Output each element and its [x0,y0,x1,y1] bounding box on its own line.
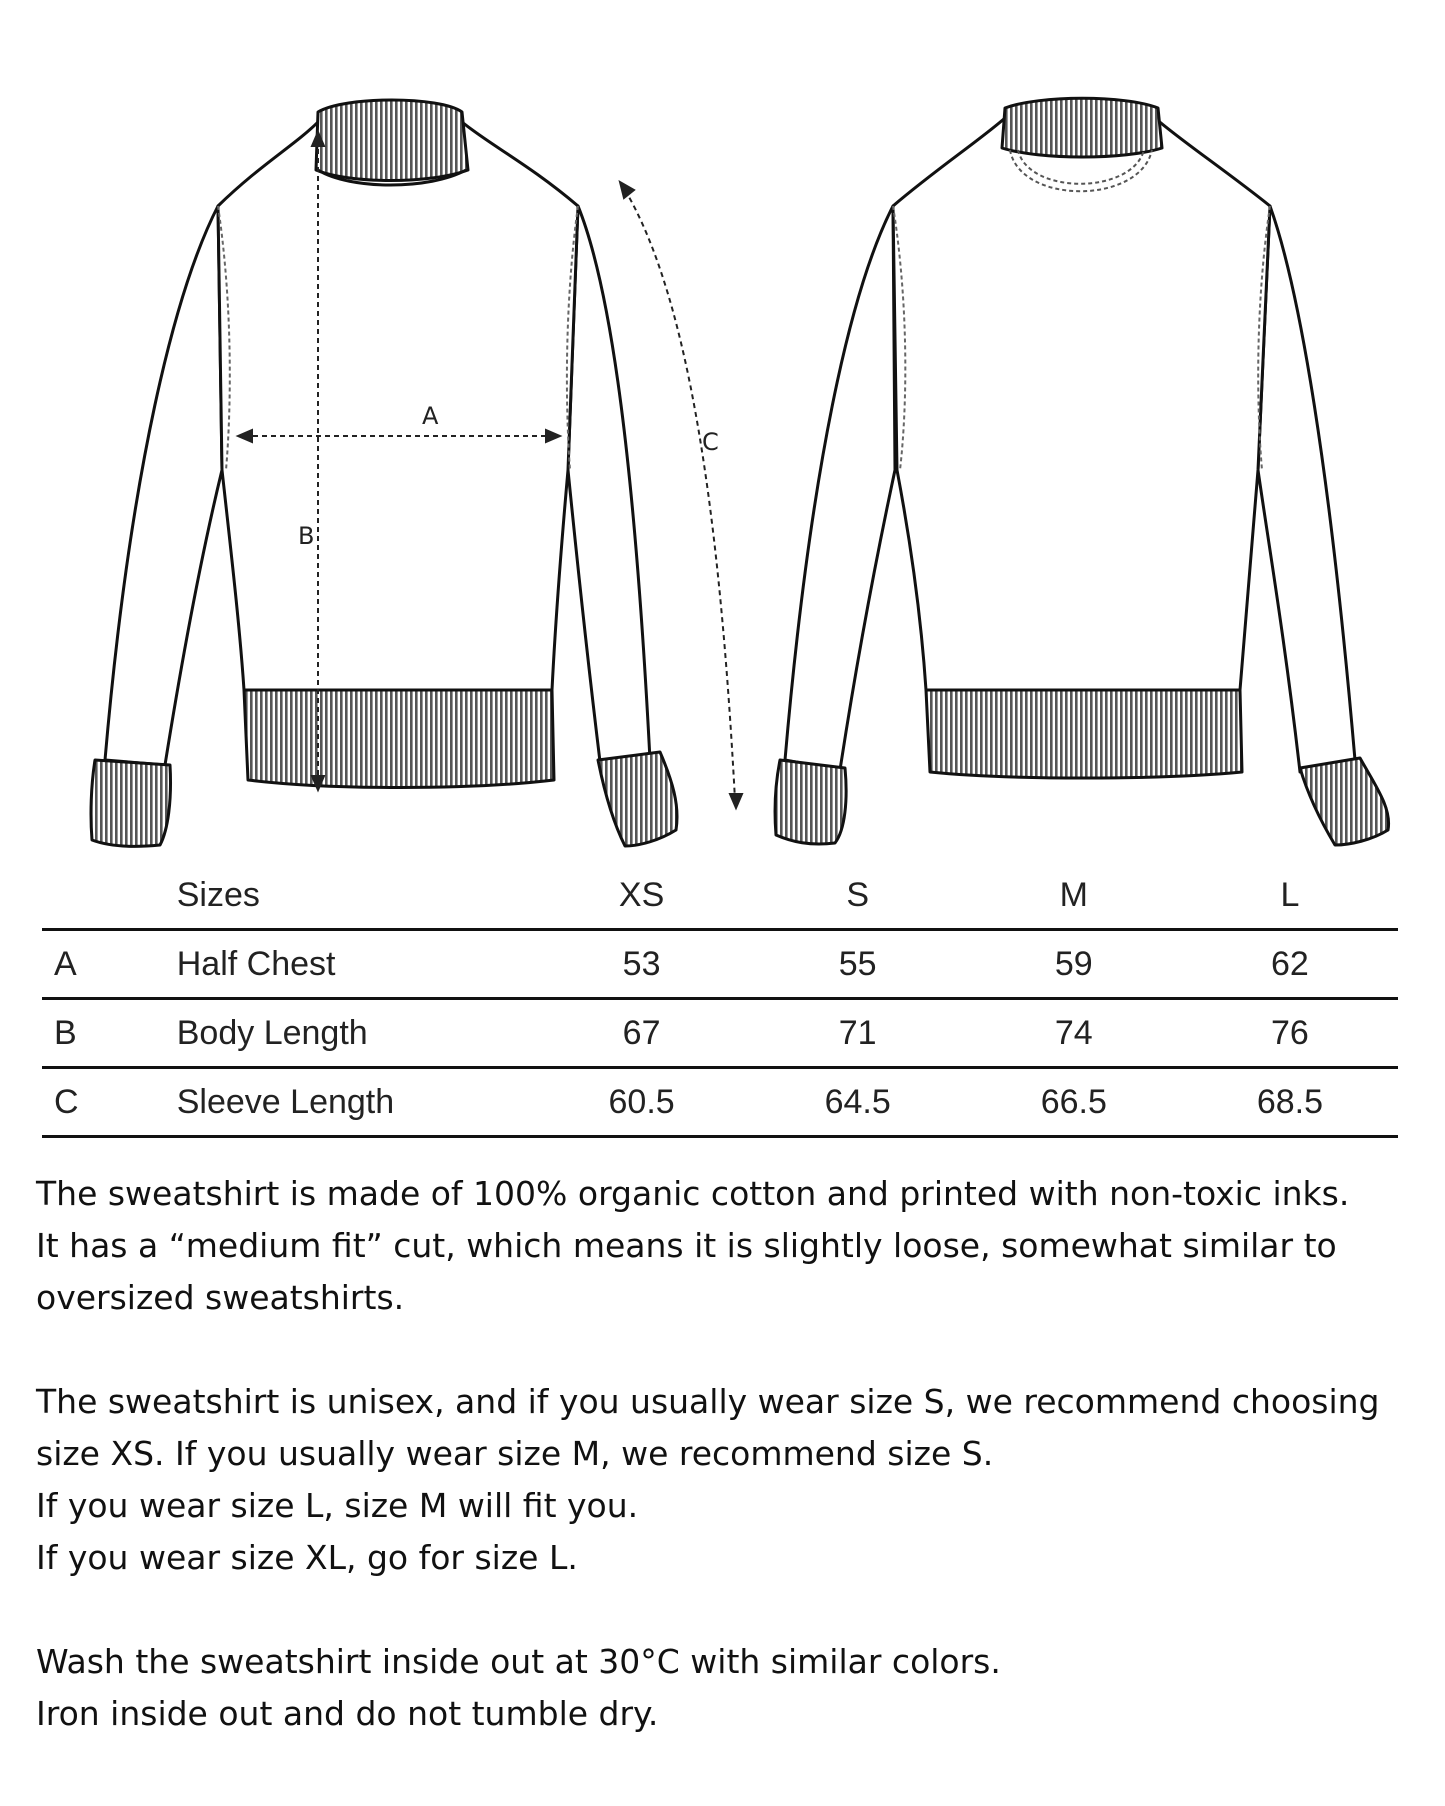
header-size-xs: XS [618,875,665,914]
note-line: The sweatshirt is made of 100% organic cotton and printed with non-toxic inks. [36,1174,1350,1213]
header-size-m: M [1059,875,1088,914]
note-line: If you wear size L, size M will fit you. [36,1486,639,1525]
label-c: C [702,428,719,456]
note-line: Iron inside out and do not tumble dry. [36,1694,659,1733]
cell-value: 76 [1271,1013,1309,1052]
note-line: oversized sweatshirts. [36,1278,405,1317]
label-a: A [422,402,439,430]
row-label: Half Chest [176,944,336,983]
paragraph-gap [36,1324,1436,1376]
front-body [218,122,578,690]
header-size-s: S [846,875,870,914]
cell-value: 62 [1271,944,1309,983]
cell-value: 59 [1054,944,1093,983]
note-line: Wash the sweatshirt inside out at 30°C with similar colors. [36,1642,1001,1681]
back-left-sleeve [785,206,895,770]
table-row [42,999,1398,1068]
front-left-sleeve [105,206,222,765]
note-line: size XS. If you usually wear size M, we recommend size S. [36,1434,994,1473]
note-line: The sweatshirt is unisex, and if you usually wear size S, we recommend choosing [36,1382,1380,1421]
front-collar-rib [316,100,468,181]
cell-value: 60.5 [608,1082,675,1121]
table-row [42,930,1398,999]
front-left-cuff [91,760,171,846]
row-key: B [54,1013,77,1052]
product-notes [36,1168,1436,1740]
back-hem-rib [926,690,1242,778]
paragraph-gap [36,1584,1436,1636]
note-line: It has a “medium fit” cut, which means it is slightly loose, somewhat similar to [36,1226,1337,1265]
back-body [893,118,1270,690]
row-key: C [54,1082,79,1121]
front-right-cuff [598,752,677,846]
cell-value: 55 [838,944,877,983]
back-right-cuff [1300,758,1389,845]
header-size-l: L [1280,875,1300,914]
cell-value: 67 [622,1013,661,1052]
sweatshirt-back [775,98,1389,845]
cell-value: 64.5 [824,1082,891,1121]
sweatshirt-front [91,100,677,846]
header-sizes: Sizes [176,875,260,914]
note-line: If you wear size XL, go for size L. [36,1538,578,1577]
front-hem-rib [244,690,554,788]
cell-value: 53 [622,944,661,983]
back-collar-rib [1002,98,1162,157]
back-left-cuff [775,760,846,844]
front-right-sleeve [568,206,650,778]
size-table [42,862,1398,1138]
row-key: A [54,944,77,983]
header-key [42,862,177,930]
row-label: Body Length [176,1013,368,1052]
cell-value: 74 [1054,1013,1093,1052]
table-row [42,1068,1398,1137]
label-b: B [298,522,315,550]
row-label: Sleeve Length [176,1082,395,1121]
sweatshirt-illustration [0,0,1445,860]
cell-value: 71 [838,1013,877,1052]
cell-value: 66.5 [1040,1082,1107,1121]
size-table-header [42,862,1398,930]
back-right-sleeve [1258,206,1355,772]
cell-value: 68.5 [1256,1082,1323,1121]
